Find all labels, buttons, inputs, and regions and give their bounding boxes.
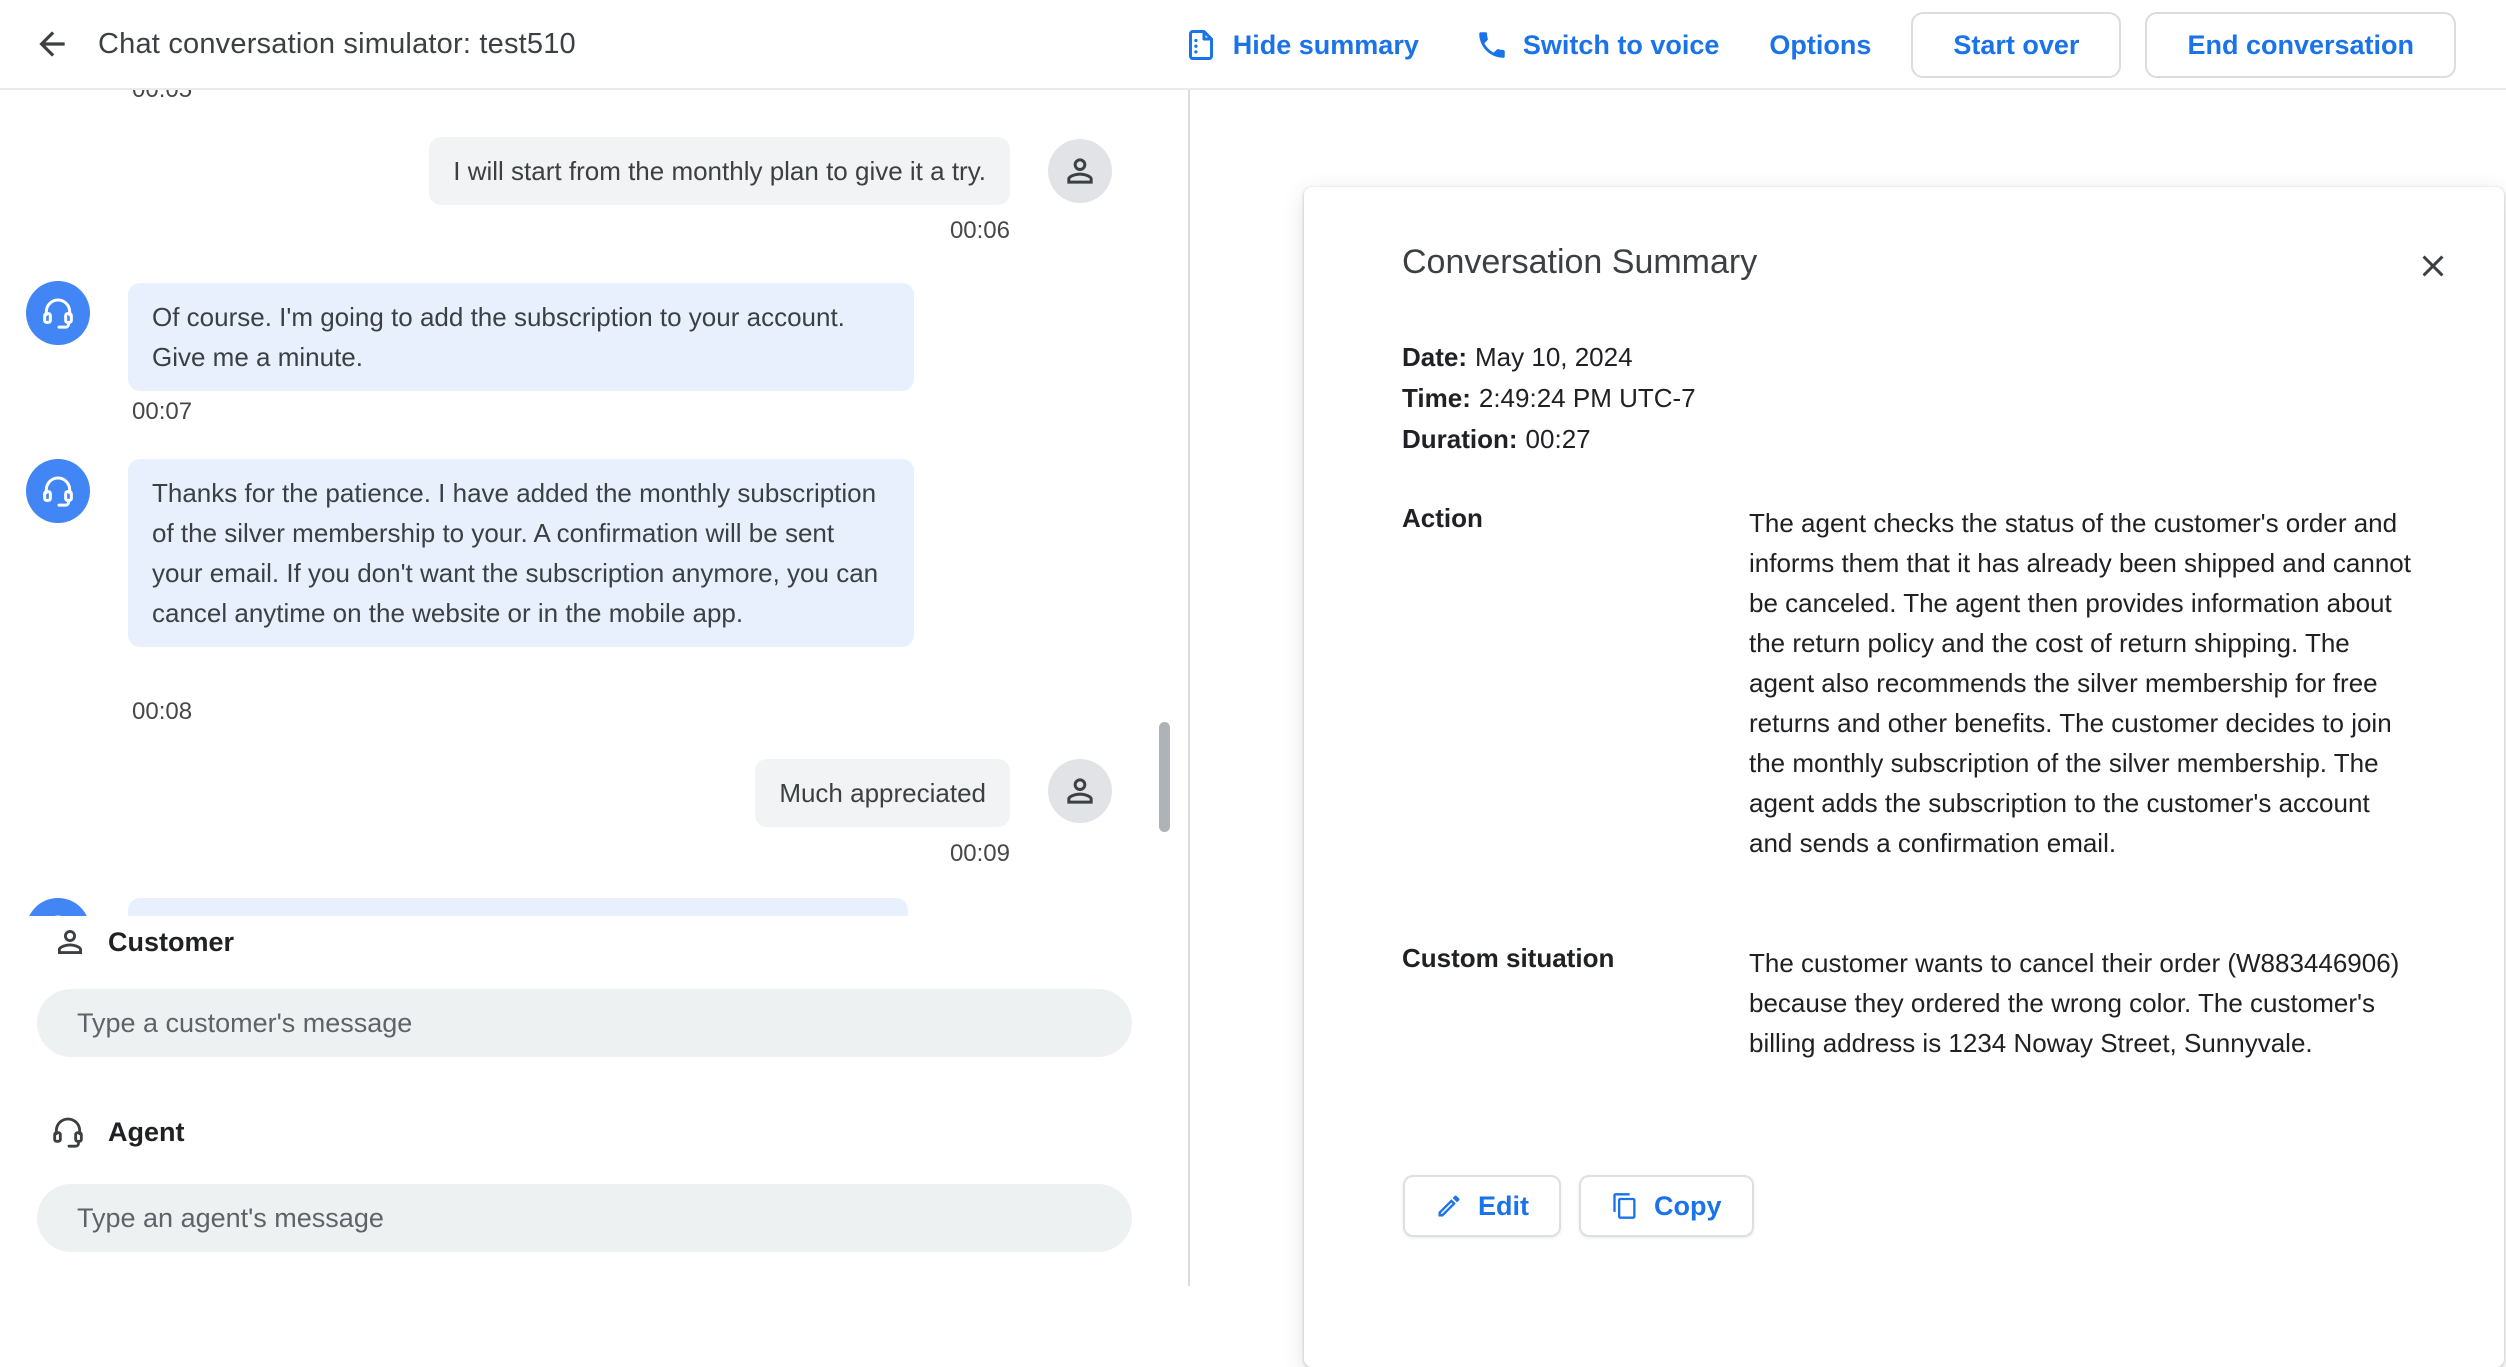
summary-time: Time: 2:49:24 PM UTC-7	[1402, 383, 1696, 413]
back-arrow-icon	[33, 25, 71, 63]
summary-document-icon	[1183, 27, 1219, 63]
customer-avatar	[1048, 139, 1112, 203]
edit-label: Edit	[1478, 1190, 1529, 1221]
custom-situation-label: Custom situation	[1402, 943, 1615, 973]
summary-actions	[1403, 1175, 1754, 1237]
headset-icon	[38, 293, 78, 333]
close-summary-button[interactable]	[2410, 243, 2456, 289]
agent-avatar	[26, 459, 90, 523]
customer-input-pill	[37, 989, 1132, 1057]
timestamp: 00:08	[132, 698, 193, 725]
customer-message-bubble: I will start from the monthly plan to give it a try.	[429, 137, 1010, 205]
phone-icon	[1475, 28, 1509, 62]
person-icon	[1061, 772, 1099, 810]
start-over-label: Start over	[1953, 29, 2080, 60]
headset-icon	[48, 1112, 88, 1152]
page-title: Chat conversation simulator: test510	[98, 27, 576, 60]
options-label: Options	[1769, 29, 1872, 60]
agent-message-bubble: Of course. I'm going to add the subscription to your account. Give me a minute.	[128, 283, 914, 391]
agent-avatar	[26, 281, 90, 345]
summary-duration: Duration: 00:27	[1402, 424, 1591, 454]
timestamp: 00:06	[949, 217, 1010, 244]
end-conversation-label: End conversation	[2187, 29, 2414, 60]
person-icon	[52, 924, 88, 960]
close-icon	[2415, 248, 2451, 284]
chat-scrollbar[interactable]	[1159, 722, 1170, 832]
composer	[0, 916, 1188, 1286]
edit-icon	[1435, 1192, 1463, 1220]
copy-button[interactable]	[1579, 1175, 1754, 1237]
customer-label: Customer	[108, 926, 235, 957]
custom-situation-text: The customer wants to cancel their order (W883446906) because they ordered the wrong color. The customer's billing address is 1234 Noway Street, Sunnyvale.	[1749, 948, 2400, 1058]
switch-to-voice-button[interactable]	[1475, 28, 1720, 62]
person-icon	[1061, 152, 1099, 190]
timestamp: 00:09	[949, 840, 1010, 867]
agent-input-pill	[37, 1184, 1132, 1252]
customer-role-row	[52, 924, 234, 960]
summary-meta	[1402, 337, 1696, 460]
headset-icon	[38, 471, 78, 511]
start-over-button[interactable]	[1911, 12, 2121, 78]
conversation-summary-panel	[1304, 187, 2504, 1367]
top-bar	[0, 0, 2506, 90]
summary-date: Date: May 10, 2024	[1402, 342, 1633, 372]
end-conversation-button[interactable]	[2145, 12, 2456, 78]
action-label: Action	[1402, 503, 1483, 533]
customer-message-input[interactable]	[37, 989, 1132, 1057]
customer-message-bubble: Much appreciated	[755, 759, 1010, 827]
agent-label: Agent	[108, 1116, 185, 1147]
summary-title: Conversation Summary	[1402, 243, 1758, 281]
action-text: The agent checks the status of the customer's order and informs them that it has already been shipped and cannot be canceled. The agent then provides information about the return policy and the cost of return shipping. The agent also recommends the silver membership for free returns and other benefits. The customer decides to join the monthly subscription of the silver membership. The agent adds the subscription to the customer's account and sends a confirmation email.	[1749, 508, 2411, 858]
hide-summary-button[interactable]	[1183, 27, 1419, 63]
summary-pane	[1190, 90, 2506, 1286]
copy-icon	[1611, 1192, 1639, 1220]
timestamp: 00:07	[132, 398, 193, 425]
options-button[interactable]	[1769, 30, 1871, 61]
agent-message-bubble: Thanks for the patience. I have added the monthly subscription of the silver membership to your. A confirmation will be sent your email. If you don't want the subscription anymore, you can cancel anytime on the website or in the mobile app.	[128, 459, 914, 647]
hide-summary-label: Hide summary	[1232, 29, 1419, 60]
top-bar-actions	[1183, 0, 2456, 90]
agent-message-input[interactable]	[37, 1184, 1132, 1252]
back-button[interactable]	[30, 22, 74, 66]
copy-label: Copy	[1654, 1190, 1722, 1221]
edit-button[interactable]	[1403, 1175, 1561, 1237]
customer-avatar	[1048, 759, 1112, 823]
switch-to-voice-label: Switch to voice	[1522, 29, 1720, 60]
agent-role-row	[48, 1112, 185, 1152]
chat-pane	[0, 90, 1188, 1286]
